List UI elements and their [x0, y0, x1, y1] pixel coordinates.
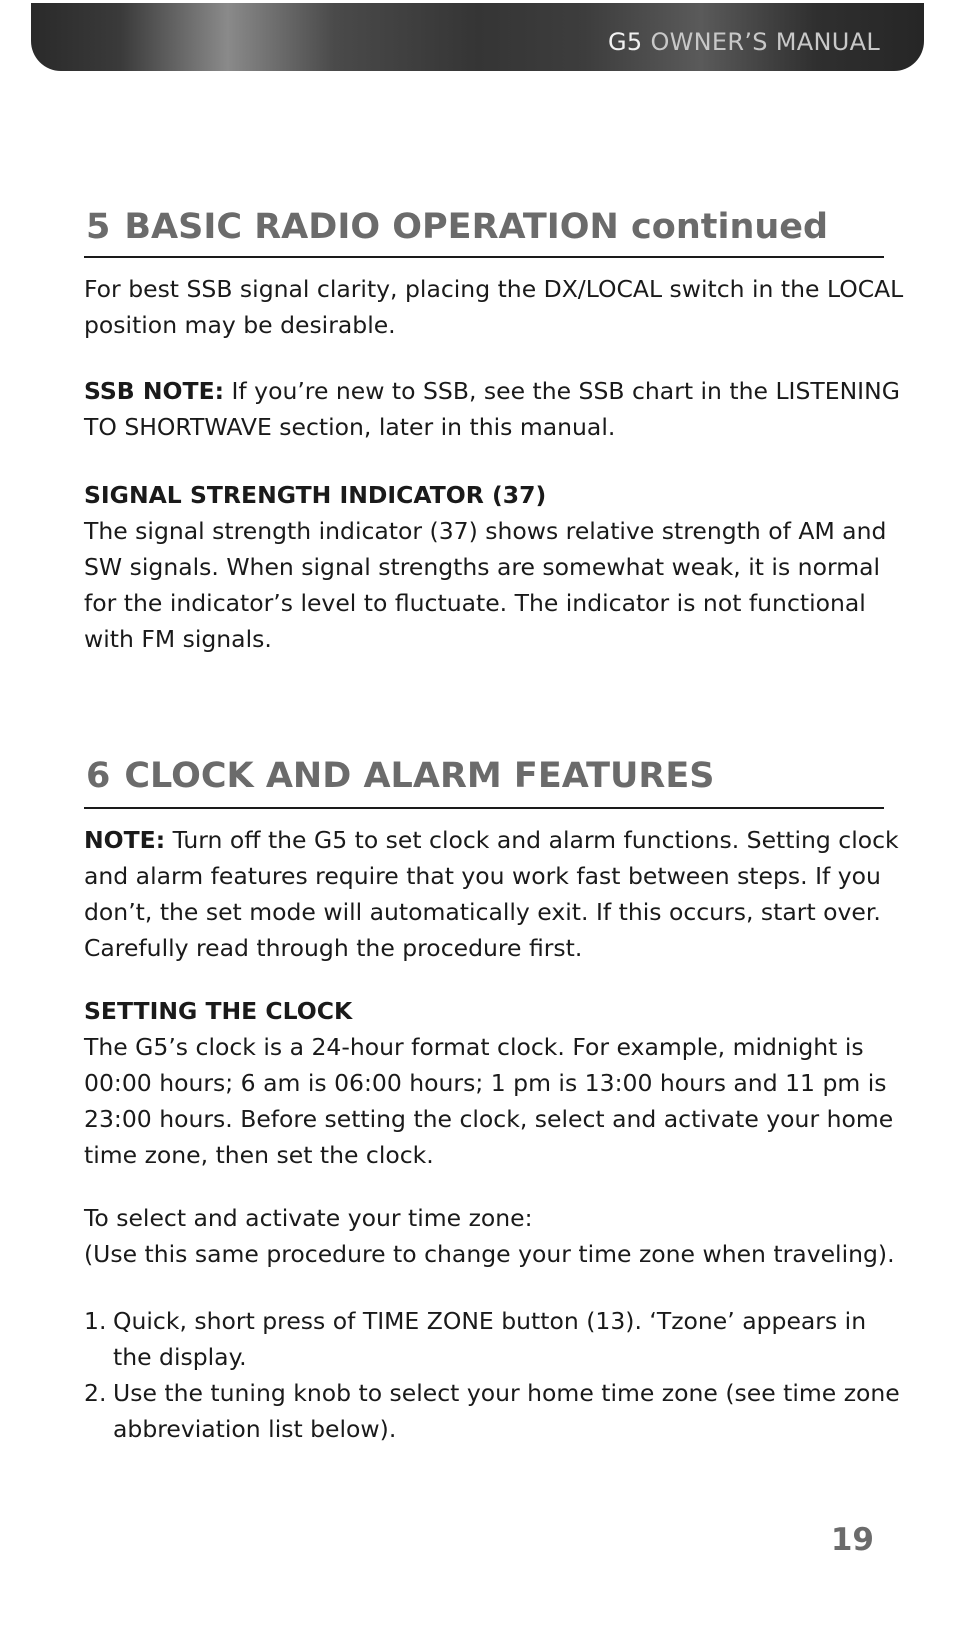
- text-line: 23:00 hours. Before setting the clock, select and activate your home: [84, 1105, 894, 1133]
- signal-strength-block: [84, 477, 887, 657]
- section-5-number: 5: [86, 207, 111, 247]
- clock-note-paragraph: [84, 822, 899, 966]
- text-line: 00:00 hours; 6 am is 06:00 hours; 1 pm is 13:00 hours and 11 pm is: [84, 1069, 887, 1097]
- section-5-title: [86, 207, 828, 247]
- setting-clock-subheading: SETTING THE CLOCK: [84, 997, 353, 1025]
- text-line: the display.: [113, 1343, 247, 1371]
- section-6-rule: [84, 807, 884, 809]
- text-line: time zone, then set the clock.: [84, 1141, 434, 1169]
- text-line: for the indicator’s level to fluctuate. The indicator is not functional: [84, 589, 866, 617]
- text-line: TO SHORTWAVE section, later in this manual.: [84, 413, 616, 441]
- text-line: [84, 822, 899, 858]
- page-number: 19: [830, 1522, 874, 1558]
- running-header: [608, 28, 880, 56]
- list-item-number: 2.: [84, 1379, 107, 1407]
- text-line: For best SSB signal clarity, placing the DX/LOCAL switch in the LOCAL: [84, 275, 904, 303]
- text-line: position may be desirable.: [84, 311, 396, 339]
- header-bar: [31, 3, 924, 71]
- section-6-number: 6: [86, 756, 111, 796]
- text-line: abbreviation list below).: [113, 1415, 397, 1443]
- text-line: Quick, short press of TIME ZONE button (13). ‘Tzone’ appears in: [113, 1307, 867, 1335]
- text-line: don’t, the set mode will automatically exit. If this occurs, start over.: [84, 898, 881, 926]
- list-item-number: 1.: [84, 1307, 107, 1335]
- ssb-note-paragraph: [84, 373, 900, 445]
- ssb-note-text: If you’re new to SSB, see the SSB chart in the LISTENING: [224, 377, 900, 405]
- text-line: SW signals. When signal strengths are somewhat weak, it is normal: [84, 553, 881, 581]
- text-line: [84, 373, 900, 409]
- text-line: To select and activate your time zone:: [84, 1204, 533, 1232]
- time-zone-steps: [84, 1303, 900, 1447]
- section-5-heading: BASIC RADIO OPERATION continued: [124, 207, 829, 247]
- header-title: OWNER’S MANUAL: [650, 28, 880, 56]
- clock-note-text: Turn off the G5 to set clock and alarm functions. Setting clock: [165, 826, 899, 854]
- ssb-note-label: SSB NOTE:: [84, 377, 225, 405]
- text-line: with FM signals.: [84, 625, 272, 653]
- list-item: [84, 1303, 874, 1375]
- section-6-title: [86, 756, 714, 796]
- section-5-rule: [84, 256, 884, 258]
- setting-clock-block: [84, 993, 894, 1173]
- ssb-clarity-paragraph: [84, 271, 904, 343]
- text-line: Use the tuning knob to select your home time zone (see time zone: [113, 1379, 900, 1407]
- header-model: G5: [607, 28, 643, 56]
- signal-strength-subheading: SIGNAL STRENGTH INDICATOR (37): [84, 481, 547, 509]
- text-line: The G5’s clock is a 24-hour format clock. For example, midnight is: [84, 1033, 864, 1061]
- text-line: (Use this same procedure to change your time zone when traveling).: [84, 1240, 895, 1268]
- section-6-heading: CLOCK AND ALARM FEATURES: [124, 756, 715, 796]
- text-line: The signal strength indicator (37) shows relative strength of AM and: [84, 517, 887, 545]
- list-item: [84, 1375, 900, 1447]
- time-zone-intro: [84, 1200, 895, 1272]
- text-line: and alarm features require that you work fast between steps. If you: [84, 862, 881, 890]
- clock-note-label: NOTE:: [84, 826, 166, 854]
- text-line: Carefully read through the procedure first.: [84, 934, 583, 962]
